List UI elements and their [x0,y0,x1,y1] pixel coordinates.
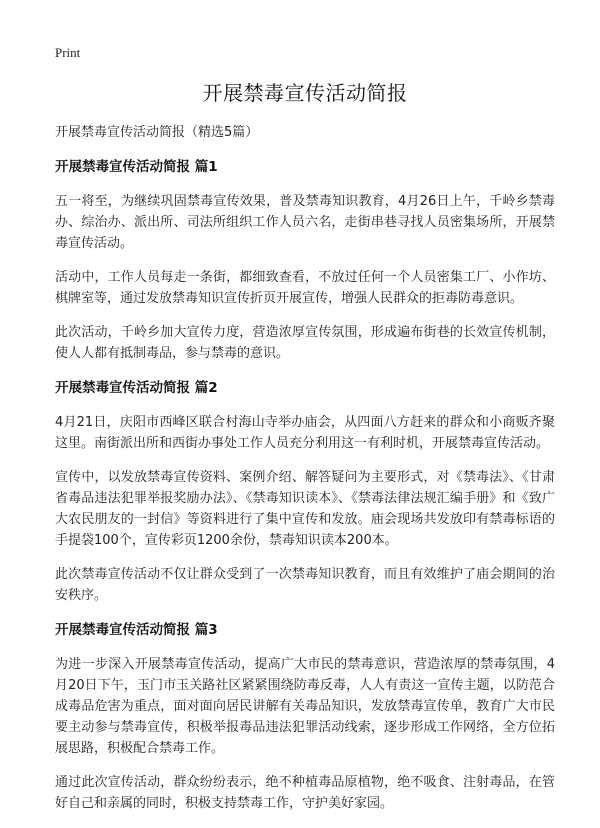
section-2-paragraph-3: 此次禁毒宣传活动不仅让群众受到了一次禁毒知识教育，而且有效维护了庙会期间的治安秩序。 [55,567,555,603]
section-3-paragraph-2: 通过此次宣传活动，群众纷纷表示，绝不种植毒品原植物，绝不吸食、注射毒品，在管好自己和亲属的同时，积极支持禁毒工作，守护美好家园。 [55,775,555,811]
section-heading-1: 开展禁毒宣传活动简报 篇1 [55,159,218,175]
section-heading-2: 开展禁毒宣传活动简报 篇2 [55,380,218,396]
section-heading-3: 开展禁毒宣传活动简报 篇3 [55,622,218,638]
section-1-paragraph-3: 此次活动，千岭乡加大宣传力度，营造浓厚宣传氛围，形成遍布街巷的长效宣传机制，使人人都有抵制毒品，参与禁毒的意识。 [55,325,555,361]
document-page [55,44,555,814]
document-subtitle: 开展禁毒宣传活动简报（精选5篇） [55,125,259,140]
document-title: 开展禁毒宣传活动简报 [202,81,408,105]
print-label: Print [55,45,81,60]
section-3-paragraph-1: 为进一步深入开展禁毒宣传活动，提高广大市民的禁毒意识，营造浓厚的禁毒氛围，4月20日下午，玉门市玉关路社区紧紧围绕防毒反毒，人人有责这一宣传主题，以防范合成毒品危害为重点，面对面向居民讲解有关毒品知识，发放禁毒宣传单，教育广大市民要主动参与禁毒宣传，积极举报毒品违法犯罪活动线索，逐步形成工作网络，全方位拓展思路，积极配合禁毒工作。 [55,657,555,756]
section-2-paragraph-1: 4月21日，庆阳市西峰区联合村海山寺举办庙会，从四面八方赶来的群众和小商贩齐聚这里。南街派出所和西街办事处工作人员充分利用这一有利时机，开展禁毒宣传活动。 [55,415,555,451]
section-1-paragraph-2: 活动中，工作人员每走一条街，都细致查看，不放过任何一个人员密集工厂、小作坊、棋牌室等，通过发放禁毒知识宣传折页开展宣传，增强人民群众的拒毒防毒意识。 [55,270,555,306]
section-1-paragraph-1: 五一将至，为继续巩固禁毒宣传效果，普及禁毒知识教育，4月26日上午，千岭乡禁毒办、综治办、派出所、司法所组织工作人员六名，走街串巷寻找人员密集场所，开展禁毒宣传活动。 [55,194,555,251]
section-2-paragraph-2: 宣传中，以发放禁毒宣传资料、案例介绍、解答疑问为主要形式，对《禁毒法》、《甘肃省毒品违法犯罪举报奖励办法》、《禁毒知识读本》、《禁毒法律法规汇编手册》和《致广大农民朋友的一封信》等资料进行了集中宣传和发放。庙会现场共发放印有禁毒标语的手提袋100个，宣传彩页1200余份，禁毒知识读本200本。 [55,470,555,548]
